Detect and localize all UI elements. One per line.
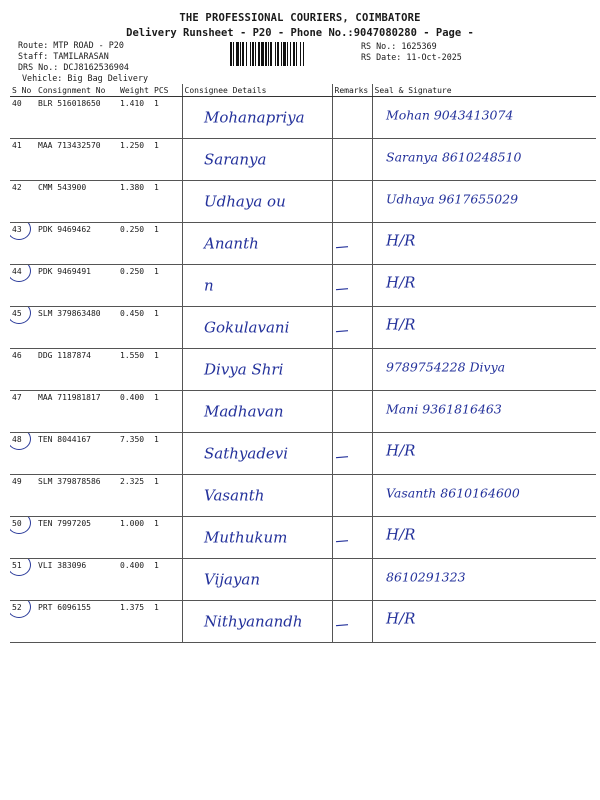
circle-mark — [10, 559, 31, 577]
handwritten-name: Vijayan — [204, 570, 261, 589]
signature-cell — [372, 97, 596, 139]
weight-cell: 1.550 — [118, 349, 152, 391]
circle-mark — [10, 433, 31, 451]
sno-cell — [10, 391, 36, 433]
handwritten-name: Gokulavani — [204, 318, 290, 337]
pcs-cell: 1 — [152, 307, 182, 349]
circle-mark — [10, 307, 31, 325]
sno-value: 48 — [12, 435, 22, 444]
pcs-cell: 1 — [152, 559, 182, 601]
table-row — [10, 433, 596, 475]
weight-cell: 1.410 — [118, 97, 152, 139]
consignee-cell — [182, 475, 332, 517]
table-row — [10, 559, 596, 601]
remarks-cell — [332, 223, 372, 265]
handwritten-signature: Udhaya 9617655029 — [386, 191, 519, 207]
table-row — [10, 97, 596, 139]
col-header-consignment: Consignment No — [36, 84, 118, 97]
barcode — [230, 42, 350, 66]
weight-cell: 2.325 — [118, 475, 152, 517]
circle-mark — [10, 223, 31, 241]
pcs-cell: 1 — [152, 433, 182, 475]
sno-cell — [10, 433, 36, 475]
table-row — [10, 349, 596, 391]
col-header-remarks: Remarks — [332, 84, 372, 97]
consignee-cell — [182, 265, 332, 307]
staff-label: Staff: TAMILARASAN — [18, 51, 109, 61]
col-header-weight: Weight — [118, 84, 152, 97]
handwritten-name: n — [204, 276, 214, 295]
remarks-cell — [332, 601, 372, 643]
pcs-cell: 1 — [152, 391, 182, 433]
weight-cell: 1.250 — [118, 139, 152, 181]
signature-cell — [372, 433, 596, 475]
sno-cell — [10, 265, 36, 307]
handwritten-name: Vasanth — [204, 486, 265, 505]
sno-cell — [10, 517, 36, 559]
sno-cell — [10, 475, 36, 517]
consignee-cell — [182, 307, 332, 349]
weight-cell: 1.000 — [118, 517, 152, 559]
pcs-cell: 1 — [152, 97, 182, 139]
consignment-cell: DDG 1187874 — [36, 349, 118, 391]
consignee-cell — [182, 433, 332, 475]
sno-cell — [10, 349, 36, 391]
remarks-cell — [332, 349, 372, 391]
table-row — [10, 265, 596, 307]
rs-number: RS No.: 1625369 — [361, 41, 437, 51]
handwritten-signature: H/R — [386, 525, 416, 544]
remarks-cell — [332, 559, 372, 601]
table-row — [10, 601, 596, 643]
handwritten-name: Madhavan — [204, 402, 284, 421]
consignment-cell: VLI 383096 — [36, 559, 118, 601]
consignee-cell — [182, 559, 332, 601]
handwritten-signature: 9789754228 Divya — [386, 359, 506, 375]
pcs-cell: 1 — [152, 181, 182, 223]
consignment-cell: BLR 516018650 — [36, 97, 118, 139]
vehicle-label: Vehicle: Big Bag Delivery — [22, 73, 149, 83]
weight-cell: 0.400 — [118, 559, 152, 601]
col-header-sno: S No — [10, 84, 36, 97]
consignee-cell — [182, 601, 332, 643]
weight-cell: 1.380 — [118, 181, 152, 223]
weight-cell: 0.450 — [118, 307, 152, 349]
table-header-row — [10, 84, 596, 97]
col-header-consignee: Consignee Details — [182, 84, 332, 97]
signature-cell — [372, 475, 596, 517]
consignment-cell: PDK 9469491 — [36, 265, 118, 307]
remarks-cell — [332, 517, 372, 559]
sno-cell — [10, 139, 36, 181]
signature-cell — [372, 559, 596, 601]
consignee-cell — [182, 391, 332, 433]
sno-value: 41 — [12, 141, 22, 150]
pcs-cell: 1 — [152, 265, 182, 307]
handwritten-signature: Saranya 8610248510 — [386, 149, 522, 165]
handwritten-signature: H/R — [386, 609, 416, 628]
table-row — [10, 475, 596, 517]
col-header-pcs: PCS — [152, 84, 182, 97]
col-header-signature: Seal & Signature — [372, 84, 596, 97]
sno-cell — [10, 97, 36, 139]
handwritten-signature: Mohan 9043413074 — [386, 107, 514, 123]
consignment-cell: PRT 6096155 — [36, 601, 118, 643]
weight-cell: 1.375 — [118, 601, 152, 643]
signature-cell — [372, 265, 596, 307]
handwritten-signature: H/R — [386, 315, 416, 334]
weight-cell: 0.250 — [118, 265, 152, 307]
circle-mark — [10, 517, 31, 535]
sno-value: 51 — [12, 561, 22, 570]
handwritten-name: Muthukum — [204, 528, 288, 547]
pcs-cell: 1 — [152, 139, 182, 181]
remarks-cell — [332, 433, 372, 475]
sno-value: 52 — [12, 603, 22, 612]
consignee-cell — [182, 139, 332, 181]
consignee-cell — [182, 517, 332, 559]
remarks-cell — [332, 139, 372, 181]
table-row — [10, 517, 596, 559]
table-row — [10, 181, 596, 223]
sno-value: 50 — [12, 519, 22, 528]
consignment-cell: SLM 379878586 — [36, 475, 118, 517]
handwritten-name: Divya Shri — [204, 360, 284, 379]
consignment-cell: TEN 8044167 — [36, 433, 118, 475]
route-label: Route: MTP ROAD - P20 — [18, 40, 124, 50]
sno-value: 44 — [12, 267, 22, 276]
table-row — [10, 139, 596, 181]
consignment-cell: TEN 7997205 — [36, 517, 118, 559]
remarks-cell — [332, 97, 372, 139]
weight-cell: 0.250 — [118, 223, 152, 265]
pcs-cell: 1 — [152, 349, 182, 391]
remarks-cell — [332, 391, 372, 433]
pcs-cell: 1 — [152, 475, 182, 517]
sno-value: 43 — [12, 225, 22, 234]
signature-cell — [372, 181, 596, 223]
handwritten-signature: H/R — [386, 441, 416, 460]
sno-value: 47 — [12, 393, 22, 402]
drs-label: DRS No.: DCJ8162536904 — [18, 62, 129, 72]
runsheet-subtitle: Delivery Runsheet - P20 - Phone No.:9047080280 - Page - — [126, 27, 474, 39]
remarks-cell — [332, 265, 372, 307]
signature-cell — [372, 223, 596, 265]
handwritten-name: Ananth — [204, 234, 259, 253]
consignment-cell: PDK 9469462 — [36, 223, 118, 265]
handwritten-signature: Vasanth 8610164600 — [386, 485, 520, 501]
remarks-cell — [332, 181, 372, 223]
signature-cell — [372, 517, 596, 559]
runsheet-table — [10, 84, 596, 643]
consignee-cell — [182, 349, 332, 391]
handwritten-name: Mohanapriya — [204, 108, 305, 127]
handwritten-name: Udhaya ou — [204, 192, 286, 211]
consignment-cell: CMM 543900 — [36, 181, 118, 223]
signature-cell — [372, 601, 596, 643]
signature-cell — [372, 349, 596, 391]
table-row — [10, 307, 596, 349]
sno-value: 40 — [12, 99, 22, 108]
handwritten-signature: Mani 9361816463 — [386, 401, 502, 417]
pcs-cell: 1 — [152, 601, 182, 643]
handwritten-signature: H/R — [386, 231, 416, 250]
signature-cell — [372, 307, 596, 349]
weight-cell: 0.400 — [118, 391, 152, 433]
table-row — [10, 223, 596, 265]
remarks-cell — [332, 475, 372, 517]
consignment-cell: SLM 379863480 — [36, 307, 118, 349]
consignment-cell: MAA 711981817 — [36, 391, 118, 433]
signature-cell — [372, 139, 596, 181]
rs-date: RS Date: 11-Oct-2025 — [361, 52, 462, 62]
remarks-cell — [332, 307, 372, 349]
circle-mark — [10, 265, 31, 283]
sno-cell — [10, 223, 36, 265]
sno-cell — [10, 307, 36, 349]
pcs-cell: 1 — [152, 223, 182, 265]
sno-value: 42 — [12, 183, 22, 192]
handwritten-signature: 8610291323 — [386, 569, 466, 585]
handwritten-name: Nithyanandh — [204, 612, 303, 631]
sno-value: 45 — [12, 309, 22, 318]
handwritten-signature: H/R — [386, 273, 416, 292]
signature-cell — [372, 391, 596, 433]
consignee-cell — [182, 97, 332, 139]
sno-cell — [10, 559, 36, 601]
sno-cell — [10, 601, 36, 643]
weight-cell: 7.350 — [118, 433, 152, 475]
handwritten-name: Sathyadevi — [204, 444, 289, 463]
consignee-cell — [182, 223, 332, 265]
circle-mark — [10, 601, 31, 619]
pcs-cell: 1 — [152, 517, 182, 559]
handwritten-name: Saranya — [204, 150, 267, 169]
consignee-cell — [182, 181, 332, 223]
sno-value: 49 — [12, 477, 22, 486]
sno-cell — [10, 181, 36, 223]
company-title: THE PROFESSIONAL COURIERS, COIMBATORE — [179, 12, 421, 24]
consignment-cell: MAA 713432570 — [36, 139, 118, 181]
sno-value: 46 — [12, 351, 22, 360]
table-row — [10, 391, 596, 433]
